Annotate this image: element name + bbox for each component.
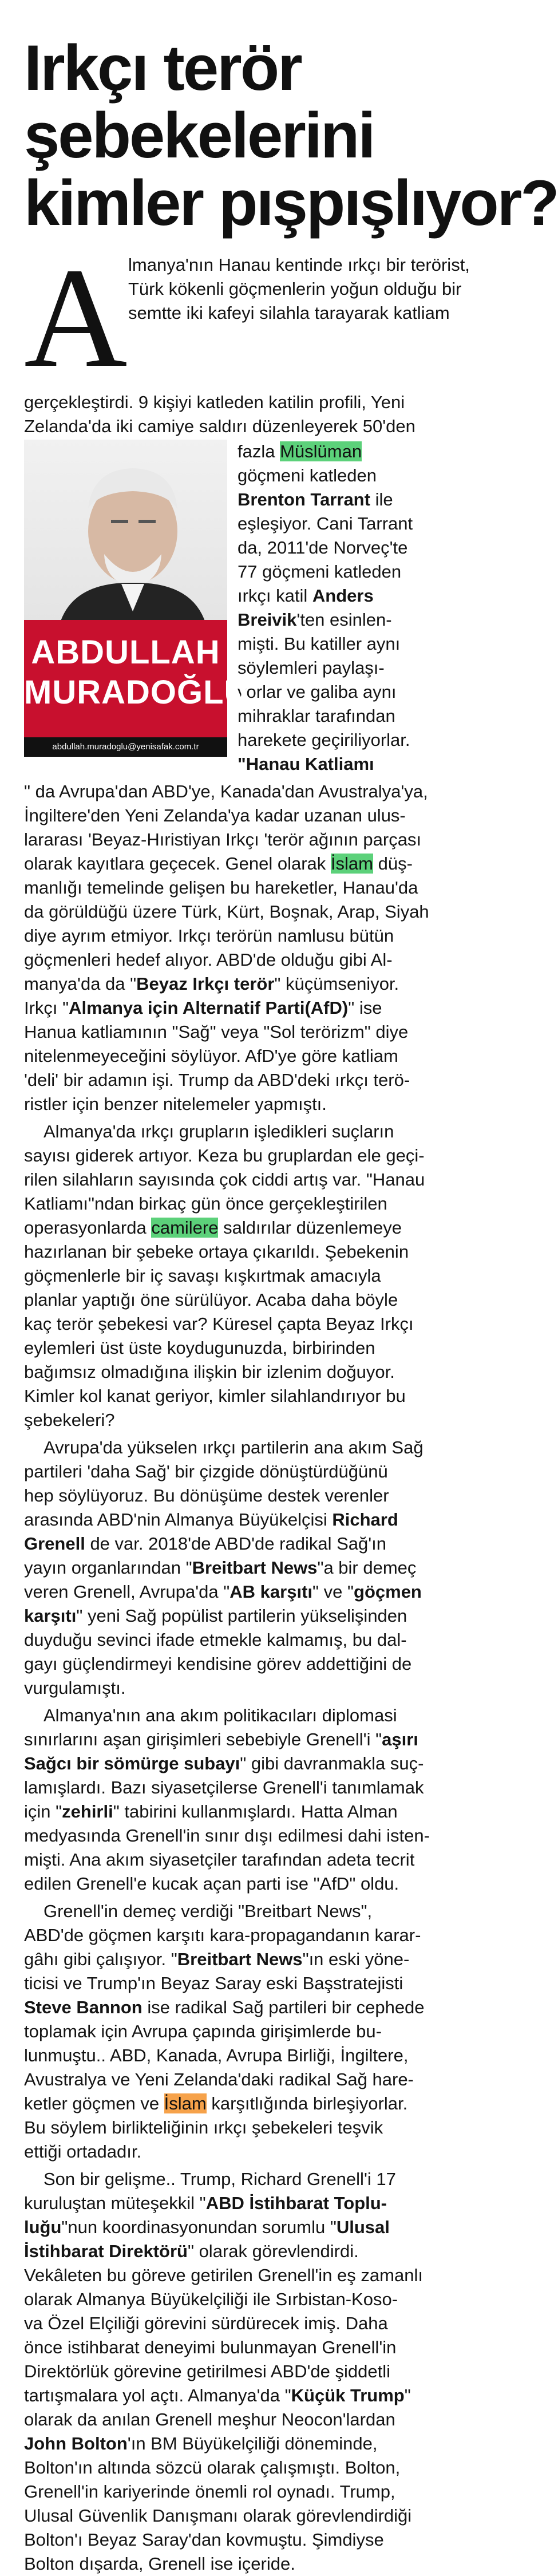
headline-line: Irkçı terör bbox=[24, 32, 301, 104]
text-line: ABD'de göçmen karşıtı kara-propagandanın karar- bbox=[24, 1925, 421, 1945]
text-line: Grenell de var. 2018'de ABD'de radikal Sağ'ın bbox=[24, 1534, 386, 1554]
text-line: olarak da anılan Grenell meşhur Neocon'lardan bbox=[24, 2409, 395, 2429]
text-line: ticisi ve Trump'ın Beyaz Saray eski Başstratejisti bbox=[24, 1973, 403, 1993]
text-line: edilen Grenell'e kucak açan parti ise "AfD" oldu. bbox=[24, 1874, 399, 1894]
headline-line: kimler pışpışlıyor? bbox=[24, 167, 558, 239]
text-line: da, 2011'de Norveç'te bbox=[238, 538, 408, 558]
text-line: Bolton dışarda, Grenell ise içeride. bbox=[24, 2554, 295, 2574]
text-line: olarak Almanya Büyükelçiliği ile Sırbistan-Koso- bbox=[24, 2289, 398, 2309]
text-line: lunmuştu.. ABD, Kanada, Avrupa Birliği, İngiltere, bbox=[24, 2045, 409, 2065]
text-line: Katliamı"ndan birkaç gün önce gerçekleştirilen bbox=[24, 1194, 387, 1214]
text-line: gâhı gibi çalışıyor. "Breitbart News"ın eski yöne- bbox=[24, 1949, 410, 1969]
text-line: kuruluştan müteşekkil "ABD İstihbarat Toplu- bbox=[24, 2193, 387, 2213]
article-paragraph bbox=[24, 1436, 428, 1700]
bold-phrase: ABD İstihbarat Toplu- bbox=[205, 2193, 387, 2213]
text-line: lamışlardı. Bazı siyasetçilerse Grenell'i tanımlamak bbox=[24, 1777, 424, 1797]
text-line: yorlar ve galiba aynı bbox=[238, 682, 397, 702]
text-line: operasyonlarda camilere saldırılar düzenlemeye bbox=[24, 1218, 402, 1238]
text-line: gayı güçlendirmeyi kendisine görev addettiğini de bbox=[24, 1654, 412, 1674]
bold-phrase: göçmen bbox=[354, 1582, 422, 1602]
author-first-name: ABDULLAH bbox=[31, 634, 220, 671]
text-line: şebekeleri? bbox=[24, 1410, 115, 1430]
text-line: Brenton Tarrant ile bbox=[238, 489, 393, 509]
author-photo bbox=[24, 440, 249, 737]
author-name-box bbox=[24, 620, 249, 737]
headline-line: şebekelerini bbox=[24, 100, 374, 171]
article-body bbox=[24, 780, 428, 2576]
bold-phrase: Richard bbox=[332, 1510, 398, 1530]
text-line: hazırlanan bir şebeke ortaya çıkarıldı. Şebekenin bbox=[24, 1242, 409, 1262]
text-line: manya'da da "Beyaz Irkçı terör" küçümseniyor. bbox=[24, 974, 399, 994]
text-line: Avustralya ve Yeni Zelanda'daki radikal Sağ hare- bbox=[24, 2069, 414, 2089]
bold-phrase: Steve Bannon bbox=[24, 1997, 143, 2017]
text-line: söylemleri paylaşı- bbox=[238, 658, 385, 678]
text-line: toplamak için Avrupa çapında girişimlerde bu- bbox=[24, 2021, 382, 2041]
text-line: karşıtı" yeni Sağ popülist partilerin yükselişinden bbox=[24, 1606, 407, 1626]
text-line: bağımsız olmadığına ilişkin bir izlenim doğuyor. bbox=[24, 1362, 395, 1382]
text-line: veren Grenell, Avrupa'da "AB karşıtı" ve "göçmen bbox=[24, 1582, 422, 1602]
bold-phrase: "Hanau Katliamı bbox=[238, 754, 374, 774]
text-line: ırkçı katil Anders bbox=[238, 586, 374, 606]
side-text bbox=[238, 440, 428, 776]
text-line: göçmenleri hedef alıyor. ABD'de olduğu gibi Al- bbox=[24, 950, 393, 970]
text-line: için "zehirli" tabirini kullanmışlardı. Hatta Alman bbox=[24, 1801, 398, 1822]
lead-paragraph bbox=[24, 239, 470, 397]
text-line: Vekâleten bu göreve getirilen Grenell'in eş zamanlı bbox=[24, 2265, 423, 2285]
text-line: Almanya'nın ana akım politikacıları diplomasi bbox=[43, 1705, 397, 1725]
text-line: mişti. Ana akım siyasetçiler tarafından adeta tecrit bbox=[24, 1850, 415, 1870]
text-line: Sağcı bir sömürge subayı" gibi davranmakla suç- bbox=[24, 1753, 424, 1773]
text-line: eylemleri üst üste koydugunuzda, birbirinden bbox=[24, 1338, 375, 1358]
bold-phrase: Brenton Tarrant bbox=[238, 489, 370, 509]
article-paragraph bbox=[24, 1704, 428, 1896]
headline bbox=[24, 0, 558, 239]
text-line: ketler göçmen ve İslam karşıtlığında birleşiyorlar. bbox=[24, 2093, 408, 2113]
text-line: nitelenmeyeceğini söylüyor. AfD'ye göre katliam bbox=[24, 1046, 398, 1066]
text-line: va Özel Elçiliği görevini sürdürecek imiş. Daha bbox=[24, 2313, 388, 2333]
bold-phrase: AB karşıtı bbox=[229, 1582, 313, 1602]
text-line: kaç terör şebekesi var? Küresel çapta Beyaz Irkçı bbox=[24, 1314, 414, 1334]
article-paragraph bbox=[24, 780, 428, 1116]
text-line: lmanya'nın Hanau kentinde ırkçı bir terörist, bbox=[128, 255, 470, 275]
bold-phrase: Sağcı bir sömürge subayı bbox=[24, 1753, 240, 1773]
text-line: luğu"nun koordinasyonundan sorumlu "Ulusal bbox=[24, 2217, 390, 2237]
text-line bbox=[238, 752, 428, 776]
bold-phrase: Ulusal bbox=[336, 2217, 390, 2237]
text-line: medyasında Grenell'in sınır dışı edilmesi dahi isten- bbox=[24, 1826, 430, 1846]
text-line: tartışmalara yol açtı. Almanya'da "Küçük Trump" bbox=[24, 2385, 411, 2405]
text-line: hep söylüyoruz. Bu dönüşüme destek verenler bbox=[24, 1485, 389, 1506]
author-last-name: MURADOĞLU bbox=[24, 674, 249, 711]
text-line: diye ayrım etmiyor. Irkçı terörün namlusu bütün bbox=[24, 926, 394, 946]
text-line: göçmenlerle bir iç savaşı kışkırtmak amacıyla bbox=[24, 1266, 381, 1286]
bold-phrase: Almanya için Alternatif Parti(AfD) bbox=[69, 998, 349, 1018]
highlighted-word: Müslüman bbox=[280, 441, 362, 461]
highlighted-word: camilere bbox=[151, 1218, 219, 1238]
article-paragraph bbox=[24, 2167, 428, 2576]
text-line: Almanya'da ırkçı grupların işledikleri suçların bbox=[43, 1121, 394, 1141]
text-line: Türk kökenli göçmenlerin yoğun olduğu bir bbox=[128, 279, 462, 299]
text-line: planlar yaptığı öne sürülüyor. Acaba daha böyle bbox=[24, 1290, 398, 1310]
highlighted-word: İslam bbox=[164, 2093, 207, 2113]
article-paragraph bbox=[24, 1899, 428, 2164]
bold-phrase: Breitbart News bbox=[177, 1949, 303, 1969]
drop-cap: A bbox=[24, 239, 128, 397]
text-line: partileri 'daha Sağ' bir çizgide dönüştürdüğünü bbox=[24, 1461, 388, 1481]
text-line: semtte iki kafeyi silahla tarayarak katliam bbox=[128, 303, 450, 323]
text-line: fazla Müslüman bbox=[238, 441, 362, 461]
bold-phrase: Küçük Trump bbox=[291, 2385, 405, 2405]
intro-continuation bbox=[24, 390, 428, 438]
text-line: lararası 'Beyaz-Hıristiyan Irkçı 'terör ağının parçası bbox=[24, 829, 422, 850]
bold-phrase: Anders bbox=[312, 586, 374, 606]
text-line: ristler için benzer nitelemeler yapmıştı. bbox=[24, 1094, 327, 1114]
bold-phrase: Breitbart News bbox=[192, 1558, 318, 1578]
text-line: 'deli' bir adamın işi. Trump da ABD'deki ırkçı terö- bbox=[24, 1070, 410, 1090]
text-line: olarak kayıtlara geçecek. Genel olarak İslam düş- bbox=[24, 854, 413, 874]
text-line: Grenell'in kariyerinde önemli rol oynadı. Trump, bbox=[24, 2482, 395, 2502]
bold-phrase: John Bolton bbox=[24, 2433, 128, 2453]
text-line: Bu söylem birlikteliğinin ırkçı şebekeleri teşvik bbox=[24, 2117, 383, 2138]
text-line: manlığı temelinde gelişen bu hareketler, Hanau'da bbox=[24, 878, 418, 898]
text-line: John Bolton'ın BM Büyükelçiliği döneminde, bbox=[24, 2433, 378, 2453]
bold-phrase: Breivik bbox=[238, 610, 297, 630]
text-line: Grenell'in demeç verdiği "Breitbart News", bbox=[43, 1901, 373, 1921]
text-line: harekete geçiriliyorlar. bbox=[238, 730, 410, 750]
text-line: vurgulamıştı. bbox=[24, 1678, 126, 1698]
text-line: Avrupa'da yükselen ırkçı partilerin ana akım Sağ bbox=[43, 1437, 424, 1457]
text-line: Bolton'ın altında sözcü olarak çalışmıştı. Bolton, bbox=[24, 2458, 401, 2478]
text-line: Zelanda'da iki camiye saldırı düzenleyerek 50'den bbox=[24, 416, 415, 436]
article-paragraph bbox=[24, 1120, 428, 1432]
text-line: rilen silahların sayısında çok ciddi artış var. "Hanau bbox=[24, 1170, 425, 1190]
text-line: önce istihbarat deneyimi bulunmayan Grenell'in bbox=[24, 2337, 397, 2357]
text-line: Breivik'ten esinlen- bbox=[238, 610, 392, 630]
text-line: ettiği ortadadır. bbox=[24, 2142, 142, 2162]
author-card bbox=[24, 440, 249, 776]
text-line: mihraklar tarafından bbox=[238, 706, 395, 726]
bold-phrase: İstihbarat Direktörü bbox=[24, 2241, 188, 2261]
text-line: Ulusal Güvenlik Danışmanı olarak görevlendirdiği bbox=[24, 2506, 412, 2526]
highlighted-word: İslam bbox=[330, 854, 373, 874]
text-line: Irkçı "Almanya için Alternatif Parti(AfD)" ise bbox=[24, 998, 382, 1018]
text-line: yayın organlarından "Breitbart News"a bir demeç bbox=[24, 1558, 417, 1578]
text-line: İstihbarat Direktörü" olarak görevlendirdi. bbox=[24, 2241, 359, 2261]
text-line: Steve Bannon ise radikal Sağ partileri bir cephede bbox=[24, 1997, 425, 2017]
text-line: 77 göçmeni katleden bbox=[238, 562, 402, 582]
text-line: göçmeni katleden bbox=[238, 465, 377, 485]
text-line: Hanua katliamının "Sağ" veya "Sol terörizm" diye bbox=[24, 1022, 409, 1042]
bold-phrase: zehirli bbox=[62, 1801, 113, 1822]
text-line: arasında ABD'nin Almanya Büyükelçisi Richard bbox=[24, 1510, 398, 1530]
text-line: Bolton'ı Beyaz Saray'dan kovmuştu. Şimdiyse bbox=[24, 2530, 384, 2550]
text-line: Direktörlük görevine getirilmesi ABD'de şiddetli bbox=[24, 2361, 390, 2381]
text-line: duyduğu sevinci ifade etmekle kalmamış, bu dal- bbox=[24, 1630, 407, 1650]
text-line: sayısı giderek artıyor. Keza bu gruplardan ele geçi- bbox=[24, 1145, 425, 1165]
bold-phrase: Grenell bbox=[24, 1534, 85, 1554]
text-line: eşleşiyor. Cani Tarrant bbox=[238, 513, 413, 534]
text-line: sınırlarını aşan girişimleri sebebiyle Grenell'i "aşırı bbox=[24, 1729, 418, 1749]
bold-phrase: luğu bbox=[24, 2217, 62, 2237]
bold-phrase: karşıtı bbox=[24, 1606, 77, 1626]
text-line: " da Avrupa'dan ABD'ye, Kanada'dan Avustralya'ya, bbox=[24, 781, 428, 801]
bold-phrase: Beyaz Irkçı terör bbox=[136, 974, 275, 994]
text-line: Kimler kol kanat geriyor, kimler silahlandırıyor bu bbox=[24, 1386, 406, 1406]
text-line: da görüldüğü üzere Türk, Kürt, Boşnak, Arap, Siyah bbox=[24, 902, 429, 922]
text-line: gerçekleştirdi. 9 kişiyi katleden katilin profili, Yeni bbox=[24, 392, 405, 412]
text-line: Son bir gelişme.. Trump, Richard Grenell'i 17 bbox=[43, 2169, 396, 2189]
text-line: İngiltere'den Yeni Zelanda'ya kadar uzanan ulus- bbox=[24, 805, 406, 825]
bold-phrase: aşırı bbox=[382, 1729, 418, 1749]
text-line: mişti. Bu katiller aynı bbox=[238, 634, 401, 654]
author-email[interactable]: abdullah.muradoglu@yenisafak.com.tr bbox=[24, 737, 227, 757]
